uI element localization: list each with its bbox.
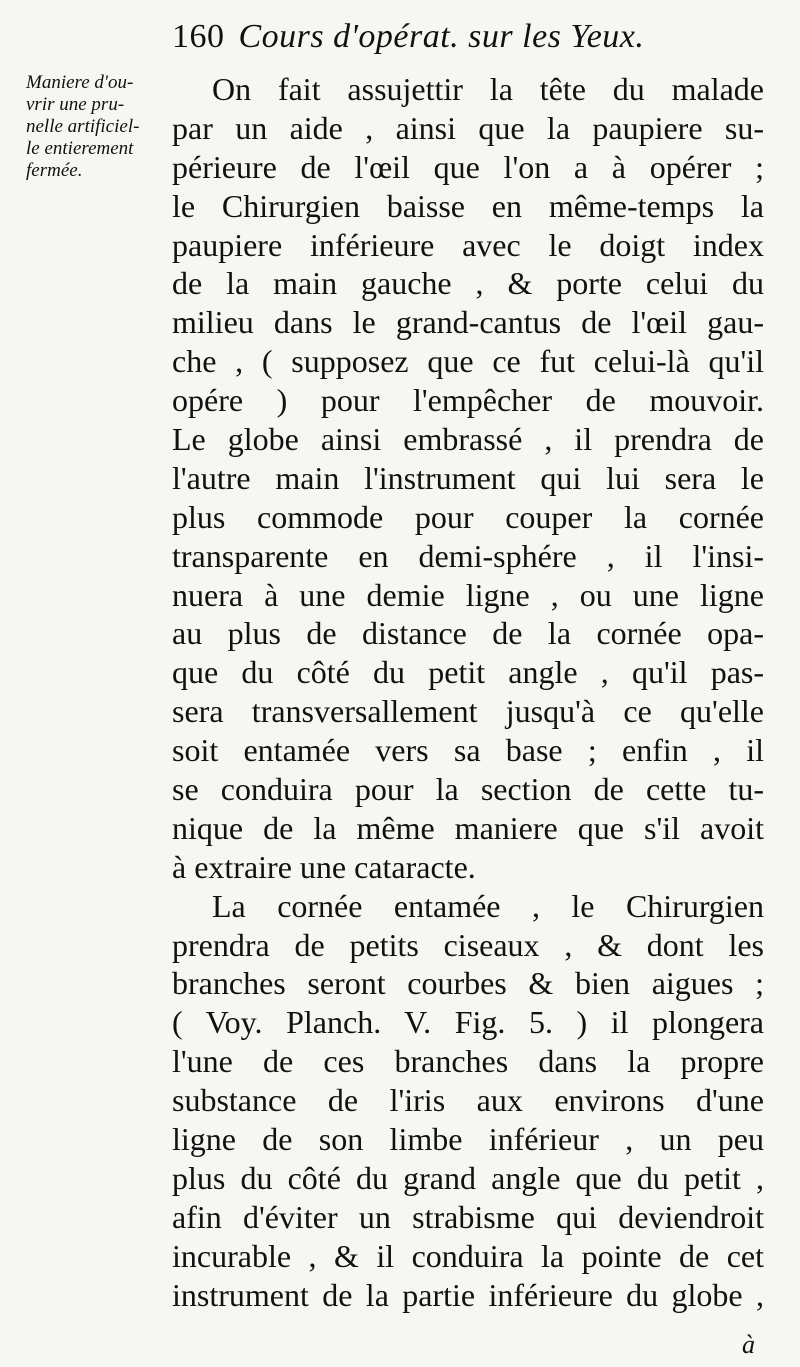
text-line: que du côté du petit angle , qu'il pas-	[172, 654, 764, 691]
text-line: plus du côté du grand angle que du petit ,	[172, 1159, 764, 1196]
paragraph-2	[172, 887, 764, 1315]
text-line: ligne de son limbe inférieur , un peu	[172, 1121, 764, 1158]
text-line: substance de l'iris aux environs d'une	[172, 1082, 764, 1119]
text-line: ( Voy. Planch. V. Fig. 5. ) il plongera	[172, 1004, 764, 1041]
text-line: incurable , & il conduira la pointe de cet	[172, 1237, 764, 1274]
text-line: nuera à une demie ligne , ou une ligne	[172, 576, 764, 613]
margin-note-line: fermée.	[26, 160, 83, 181]
text-line: le Chirurgien baisse en même-temps la	[172, 187, 764, 224]
text-line: opére ) pour l'empêcher de mouvoir.	[172, 382, 764, 419]
margin-note	[26, 72, 176, 182]
text-line: transparente en demi-sphére , il l'insi-	[172, 537, 764, 574]
text-line: soit entamée vers sa base ; enfin , il	[172, 732, 764, 769]
text-line: che , ( supposez que ce fut celui-là qu'il	[172, 343, 764, 380]
text-line: plus commode pour couper la cornée	[172, 498, 764, 535]
text-line: sera transversallement jusqu'à ce qu'elle	[172, 693, 764, 730]
text-line: La cornée entamée , le Chirurgien	[212, 887, 764, 924]
text-line: prendra de petits ciseaux , & dont les	[172, 926, 764, 963]
text-line: branches seront courbes & bien aigues ;	[172, 965, 764, 1002]
margin-note-line: le entierement	[26, 138, 134, 159]
text-line: se conduira pour la section de cette tu-	[172, 771, 764, 808]
paragraph-1	[172, 70, 764, 887]
running-header	[172, 18, 772, 68]
catchword: à	[742, 1330, 755, 1359]
margin-note-line: Maniere d'ou-	[26, 72, 134, 93]
text-line: périeure de l'œil que l'on a à opérer ;	[172, 148, 764, 185]
text-line: nique de la même maniere que s'il avoit	[172, 809, 764, 846]
margin-note-line: nelle artificiel-	[26, 116, 140, 137]
page-number: 160	[172, 18, 225, 55]
text-line: instrument de la partie inférieure du globe ,	[172, 1276, 764, 1313]
text-line: milieu dans le grand-cantus de l'œil gau-	[172, 304, 764, 341]
text-line: de la main gauche , & porte celui du	[172, 265, 764, 302]
text-line: l'une de ces branches dans la propre	[172, 1043, 764, 1080]
body-text	[172, 70, 764, 1315]
running-title: Cours d'opérat. sur les Yeux.	[238, 18, 645, 55]
margin-note-line: vrir une pru-	[26, 94, 125, 115]
text-line: paupiere inférieure avec le doigt index	[172, 226, 764, 263]
text-line: par un aide , ainsi que la paupiere su-	[172, 109, 764, 146]
text-line: l'autre main l'instrument qui lui sera le	[172, 459, 764, 496]
text-line: afin d'éviter un strabisme qui deviendroit	[172, 1198, 764, 1235]
text-line: au plus de distance de la cornée opa-	[172, 615, 764, 652]
text-line: Le globe ainsi embrassé , il prendra de	[172, 421, 764, 458]
text-line: à extraire une cataracte.	[172, 848, 476, 885]
text-line: On fait assujettir la tête du malade	[212, 71, 764, 107]
